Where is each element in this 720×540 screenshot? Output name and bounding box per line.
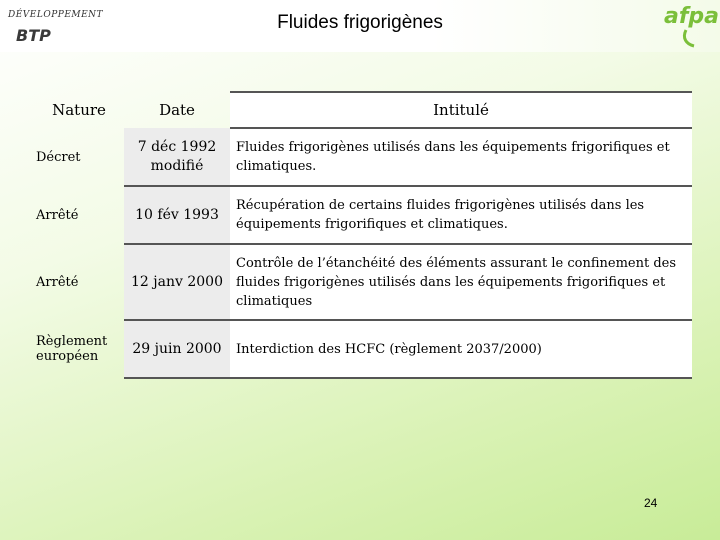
slide-header	[0, 0, 720, 52]
logo-left-line2: BTP	[16, 26, 51, 45]
slide-title: Fluides frigorigènes	[277, 12, 443, 33]
cell-date-text: 29 juin 2000	[132, 340, 222, 357]
cell-date	[124, 320, 230, 378]
cell-intitule: Contrôle de l’étanchéité des éléments assurant le confinement des fluides frigorigènes utilisés dans les équipements frigorifiques et climatiques	[230, 244, 692, 320]
page-number: 24	[644, 496, 658, 510]
cell-date-text: 7 déc 1992 modifié	[137, 138, 217, 174]
table-header-row	[34, 92, 692, 128]
afpa-logo	[664, 4, 720, 48]
cell-date	[124, 128, 230, 186]
cell-nature: Arrêté	[36, 207, 79, 223]
cell-intitule: Récupération de certains fluides frigorigènes utilisés dans les équipements frigorifiques et climatiques.	[230, 186, 692, 244]
afpa-leaf-icon	[664, 4, 714, 48]
afpa-logo-text: afpa	[664, 4, 720, 29]
table-row	[34, 186, 692, 244]
cell-nature: Décret	[36, 149, 81, 165]
table-row	[34, 320, 692, 378]
column-header-date: Date	[159, 101, 195, 119]
cell-date-text: 12 janv 2000	[131, 273, 223, 290]
regulation-table	[34, 91, 692, 379]
cell-nature: Arrêté	[36, 274, 79, 290]
cell-nature: Règlement européen	[36, 334, 108, 364]
cell-date-text: 10 fév 1993	[135, 206, 219, 223]
cell-intitule: Interdiction des HCFC (règlement 2037/2000)	[230, 320, 692, 378]
column-header-nature: Nature	[52, 101, 106, 119]
table-row	[34, 244, 692, 320]
cell-date	[124, 186, 230, 244]
table-row	[34, 128, 692, 186]
column-header-intitule: Intitulé	[230, 92, 692, 128]
cell-intitule: Fluides frigorigènes utilisés dans les équipements frigorifiques et climatiques.	[230, 128, 692, 186]
cell-date	[124, 244, 230, 320]
logo-left-line1: DÉVELOPPEMENT	[8, 10, 104, 20]
